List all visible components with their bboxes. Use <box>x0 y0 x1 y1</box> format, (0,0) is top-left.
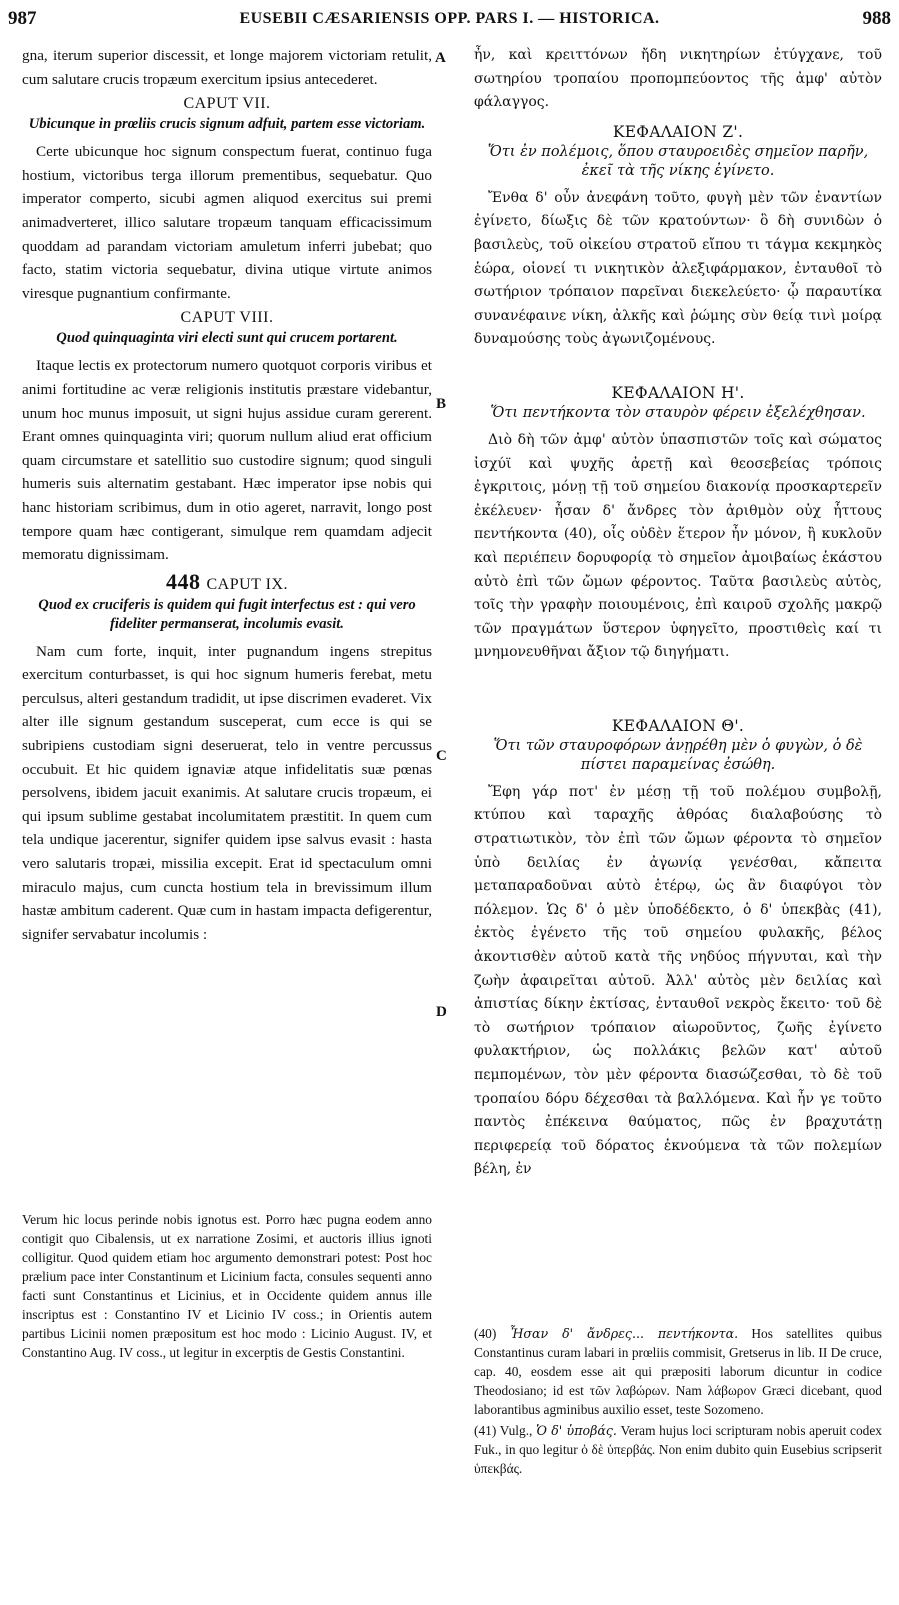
footnote-40 <box>474 1324 882 1419</box>
latin-chapter-9-heading <box>22 568 432 596</box>
latin-chapter-7-title: CAPUT VII. <box>183 95 271 113</box>
footnote-41-label: (41) Vulg., <box>474 1423 533 1438</box>
latin-chapter-7-summary: Ubicunque in prœliis crucis signum adfuit, partem esse victoriam. <box>28 116 426 133</box>
column-number: 448 <box>165 568 201 594</box>
latin-intro: gna, iterum superior discessit, et longe majorem victoriam retulit, cum salutare crucis tropæum exercitum ipsius antecederet. <box>22 47 432 88</box>
latin-column <box>22 44 432 946</box>
greek-chapter-7-text: Ἔνθα δ' οὖν ἀνεφάνη τοῦτο, φυγὴ μὲν τῶν ἐναντίων ἐγίνετο, δίωξις δὲ τῶν κρατούντων· ὃ δὴ συνιδὼν ὁ βασιλεὺς, τοῦ οἰκείου στρατοῦ εἴπου τι τάγμα κεκμηκὸς ἑώρα, οἱονεί τι νικητικὸν ἀλεξιφάρμακον, ἐνταυθοῖ τὸ σωτήριον τρόπαιον παρεῖναι διεκελεύετο· ᾧ παραυτίκα συνανέφαινε νίκη, ἀλκῆς καὶ ῥώμης σὺν θείᾳ τινὶ μοίρᾳ δυναμούσης τοὺς ἀγωνιζομένους. <box>474 189 882 348</box>
greek-column <box>474 44 882 1182</box>
footnote-40-lemma: Ἦσαν δ' ἄνδρες... πεντήκοντα. <box>509 1326 739 1341</box>
greek-chapter-8-text: Διὸ δὴ τῶν ἀμφ' αὐτὸν ὑπασπιστῶν τοῖς καὶ σώματος ἰσχύϊ καὶ ψυχῆς ἀρετῇ καὶ θεοσεβείας τρόποις ἐγκριτοις, μόνῃ τῇ τοῦ σημείου διακονίᾳ προσκαρτερεῖν ἐκέλευεν· ἦσαν δ' ἄνδρες τὸν ἀριθμὸν οὐχ ἧττους πεντήκοντα (40), οἷς οὐδὲν ἕτερον ἦν μόνον, ἢ κυκλοῦν καὶ περιέπειν δορυφορίᾳ τὸ σημεῖον ἀμοιβαίως ἑκάστου αὐτὸ ἐπὶ τῶν ὤμων φέροντος. Ταῦτα βασιλεὺς αὐτὸς, τοῖς τὴν γραφὴν ποιουμένοις, ἐπὶ καιροῦ σχολῆς μακρῷ τῶν πραγμάτων ὕστερον ὑφηγεῖτο, προστιθεὶς καί τι μνημονευθῆναι ἄξιον τῷ διηγήματι. <box>474 431 882 661</box>
footnote-41-text: Veram hujus loci scripturam nobis aperuit codex Fuk., in quo legitur ὁ δὲ ὑπερβάς. Non enim dubito quin Eusebius scripserit ὑπεκβάς. <box>474 1423 882 1476</box>
margin-letter-a: A <box>435 50 446 66</box>
footnote-40-label: (40) <box>474 1326 497 1341</box>
running-title: EUSEBII CÆSARIENSIS OPP. PARS I. — HISTORICA. <box>239 10 660 27</box>
margin-letter-d: D <box>436 1004 447 1020</box>
greek-chapter-9-text: Ἔφη γάρ ποτ' ἐν μέσῃ τῇ τοῦ πολέμου συμβολῇ, κτύπου καὶ ταραχῆς ἀθρόας διαλαβούσης τὸ στρατιωτικὸν, τὸν ἐπὶ τῶν ὤμων φέροντα τὸ σημεῖον ὑπὸ δειλίας ἐν ἀγωνίᾳ γενέσθαι, κἄπειτα μεταπαραδοῦναι αὐτὸ ἑτέρῳ, ὡς ἂν διαφύγοι τὸν πόλεμον. Ὡς δ' ὁ μὲν ὑποδέδεκτο, ὁ δ' ὑπεκβὰς (41), ἐκτὸς ἐγένετο τῆς τοῦ σημείου φυλακῆς, βέλος ἀκοντισθὲν αὐτοῦ κατὰ τῆς νηδύος πήγνυται, καὶ τὴν ζωὴν ἀφαιρεῖται αὐτοῦ. Ἀλλ' αὐτὸς μὲν δειλίας καὶ ἀπιστίας δίκην ἐκτίσας, ἐνταυθοῖ νεκρὸς ἔκειτο· τοῦ δὲ τὸ σωτήριον τρόπαιον αἰωροῦντος, ζωῆς ἐγίνετο φυλακτήριον, ὡς πολλάκις βελῶν κατ' αὐτοῦ πεμπομένων, τὸν μὲν φέροντα διασώζεσθαι, τὸ δὲ τοῦ τροπαίου δόρυ δέχεσθαι τὰ βαλλόμενα. Καὶ ἦν γε τοῦτο παντὸς ἐπέκεινα θαύματος, πῶς ἐν βραχυτάτῃ περιφερείᾳ τοῦ δόρατος ἐκνούμενα τὰ τῶν πολεμίων βέλη, ἐν <box>474 783 882 1178</box>
greek-chapter-9-title: ΚΕΦΑΛΑΙΟΝ Θ'. <box>611 716 745 735</box>
latin-chapter-8-summary: Quod quinquaginta viri electi sunt qui crucem portarent. <box>56 330 398 347</box>
latin-chapter-9-summary: Quod ex cruciferis is quidem qui fugit interfectus est : qui vero fideliter permanserat, incolumis evasit. <box>38 596 416 632</box>
greek-chapter-7-summary: Ὅτι ἐν πολέμοις, ὅπου σταυροειδὲς σημεῖον παρῆν, ἐκεῖ τὰ τῆς νίκης ἐγίνετο. <box>487 143 869 179</box>
running-header <box>8 6 891 36</box>
latin-chapter-8-title: CAPUT VIII. <box>180 309 274 327</box>
page-number-right: 988 <box>862 8 891 29</box>
greek-chapter-7-title: ΚΕΦΑΛΑΙΟΝ Ζ'. <box>612 122 744 141</box>
footnote-40-text: Hos satellites quibus Constantinus curam labari in prœliis commisit, Gretserus in lib. II De cruce, cap. 40, eosdem esse ait qui præpositi laborum dicuntur in codice Theodosiano; id est τῶν λαβώρων. Nam λάβωρον Græci dicebant, quod laborantibus agminibus auxilio esset, teste Sozomeno. <box>474 1326 882 1417</box>
latin-note: Verum hic locus perinde nobis ignotus est. Porro hæc pugna eodem anno contigit quo Cibalensis, ut ex narratione Zosimi, et auctoris illius ignoti colligitur. Quod quidem etiam hoc argumento demonstrari potest: Post hoc prælium pace inter Constantinum et Licinium facta, consules sequenti anno facti sunt Constantinus et Licinius, et in Occidente quidem annus ille inscriptus est : Constantino IV et Licinio IV coss.; in Orientis autem partibus Licinii nomen præpositum est hoc modo : Licinio August. IV, et Constantino Aug. IV coss., ut legitur in excerptis de Gestis Constantini. <box>22 1212 432 1360</box>
greek-chapter-8-title: ΚΕΦΑΛΑΙΟΝ Η'. <box>611 383 745 402</box>
greek-intro: ἦν, καὶ κρειττόνων ἤδη νικητηρίων ἐτύγχανε, τοῦ σωτηρίου τροπαίου προπομπεύοντος τῆς ἀμφ' αὐτὸν φάλαγγος. <box>474 47 882 111</box>
margin-letter-b: B <box>436 396 447 412</box>
latin-chapter-9-text: Nam cum forte, inquit, inter pugnandum ingens strepitus exercitum conturbasset, is qui hoc signum humeris ferebat, metu perculsus, alteri gestandum tradidit, ut ipse discrimen evaderet. Vix alter ille signum gestandum susceperat, cum ecce is qui se subripiens custodiam signi deseruerat, telo in ventre percussus occubuit. Et hic quidem ignaviæ atque infidelitatis suæ pœnas persolvens, ibidem jacuit exanimis. At salutare crucis tropæum, ei qui ipsum sublime gestabat incolumitatem præstitit. In quem cum tela undique jacerentur, signifer quidem ipse salvus evasit : hasta vero salutaris tropæi, missilia excepit. Erat id spectaculum omni miraculo majus, cum cuncta hostium tela in brevissimum illum hastæ ambitum caderent. Quæ cum in hastam impacta defigerentur, signifer servabatur incolumis : <box>22 642 432 943</box>
latin-chapter-9-title: CAPUT IX. <box>206 575 289 593</box>
greek-chapter-9-summary: Ὅτι τῶν σταυροφόρων ἀνῃρέθη μὲν ὁ φυγὼν, ὁ δὲ πίστει παραμείνας ἐσώθη. <box>493 737 863 773</box>
margin-letter-c: C <box>436 748 447 764</box>
footnote-41-lemma: Ὁ δ' ὑποβάς. <box>536 1423 617 1438</box>
footnote-41 <box>474 1421 882 1478</box>
page-number-left: 987 <box>8 8 37 29</box>
latin-chapter-7-text: Certe ubicunque hoc signum conspectum fuerat, continuo fuga hostium, victoribus terga illorum prementibus, sequebatur. Quo imperator comperto, sicubi agmen aliquod exercitus sui premi animadverteret, illico salutare tropæum tanquam efficacissimum quoddam ad parandam victoriam amuletum inferri jubebat; quo facto, statim victoria sequebatur, divina utique virtute animos viresque pugnantium confirmante. <box>22 143 432 302</box>
greek-notes <box>474 1324 882 1480</box>
greek-chapter-8-summary: Ὅτι πεντήκοντα τὸν σταυρὸν φέρειν ἐξελέχθησαν. <box>490 404 866 421</box>
latin-chapter-8-text: Itaque lectis ex protectorum numero quotquot corporis viribus et animi fortitudine ac veræ religionis institutis præstare videbantur, unum hoc munus imposuit, ut signi hujus assidue curam gererent. Erant omnes quinquaginta viri; quorum nullum aliud erat officium quam circumstare et satellitio suo custodire signum; quod singuli humeris suis alternatim gestabant. Hæc imperator ipse nobis qui hanc historiam scribimus, dum in otio ageret, narravit, longo post tempore quam hæc contigerant, simulque rem quamdam adjecit memoratu dignissimam. <box>22 357 432 564</box>
